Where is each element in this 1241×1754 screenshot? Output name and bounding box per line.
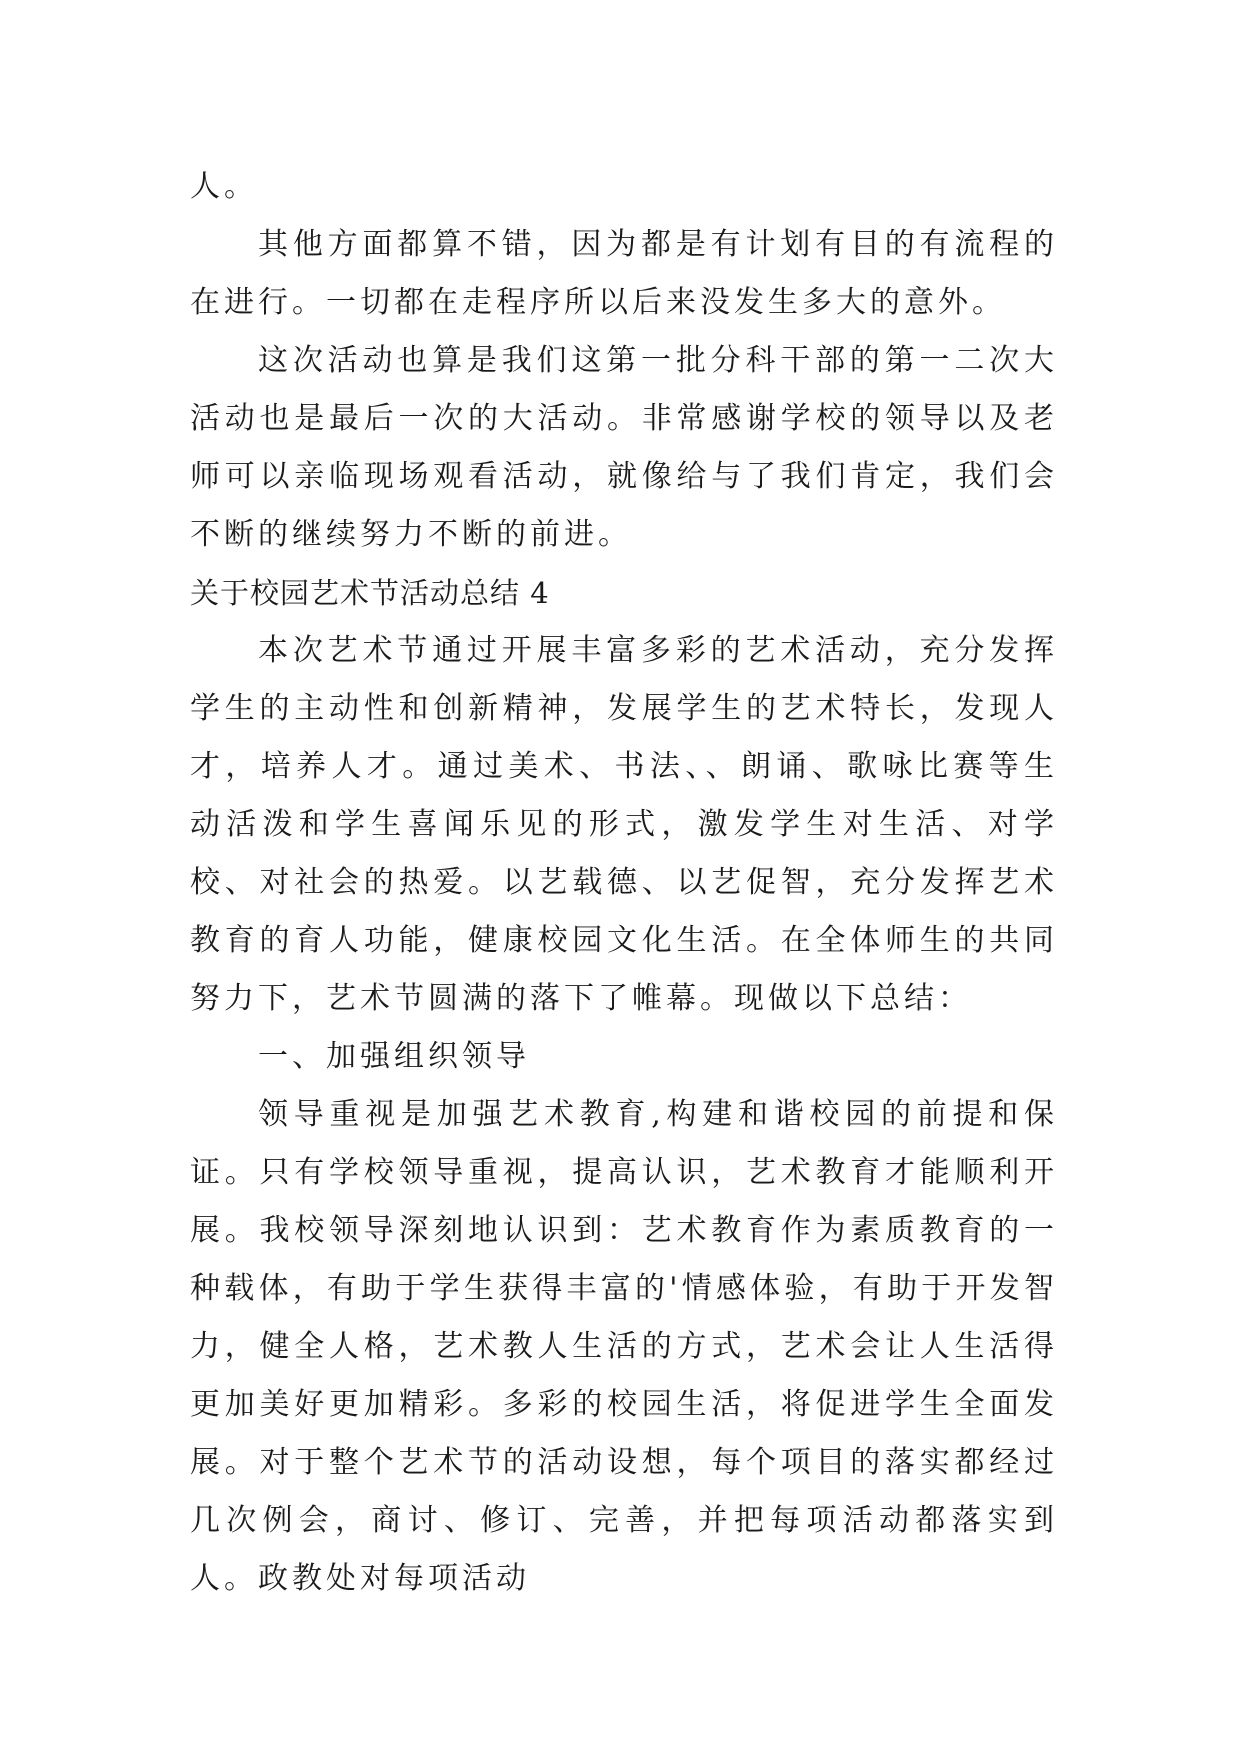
paragraph-other-aspects: 其他方面都算不错，因为都是有计划有目的有流程的在进行。一切都在走程序所以后来没发生多大的意外。 <box>190 227 1058 320</box>
paragraph-leadership: 领导重视是加强艺术教育,构建和谐校园的前提和保证。只有学校领导重视，提高认识，艺术教育才能顺利开展。我校领导深刻地认识到：艺术教育作为素质教育的一种载体，有助于学生获得丰富的'情感体验，有助于开发智力，健全人格，艺术教人生活的方式，艺术会让人生活得更加美好更加精彩。多彩的校园生活，将促进学生全面发展。对于整个艺术节的活动设想，每个项目的落实都经过几次例会，商讨、修订、完善，并把每项活动都落实到人。政教处对每项活动 <box>190 1097 1058 1596</box>
paragraph-activity-thanks: 这次活动也算是我们这第一批分科干部的第一二次大活动也是最后一次的大活动。非常感谢学校的领导以及老师可以亲临现场观看活动，就像给与了我们肯定，我们会不断的继续努力不断的前进。 <box>190 343 1058 552</box>
document-body <box>190 158 1058 1608</box>
paragraph-continuation: 人。 <box>190 169 258 204</box>
subheading-organization: 一、加强组织领导 <box>258 1039 530 1074</box>
paragraph-art-festival-intro: 本次艺术节通过开展丰富多彩的艺术活动，充分发挥学生的主动性和创新精神，发展学生的艺术特长，发现人才，培养人才。通过美术、书法、、朗诵、歌咏比赛等生动活泼和学生喜闻乐见的形式，激发学生对生活、对学校、对社会的热爱。以艺载德、以艺促智，充分发挥艺术教育的育人功能，健康校园文化生活。在全体师生的共同努力下，艺术节圆满的落下了帷幕。现做以下总结： <box>190 633 1058 1016</box>
section-title: 关于校园艺术节活动总结 4 <box>190 576 550 610</box>
